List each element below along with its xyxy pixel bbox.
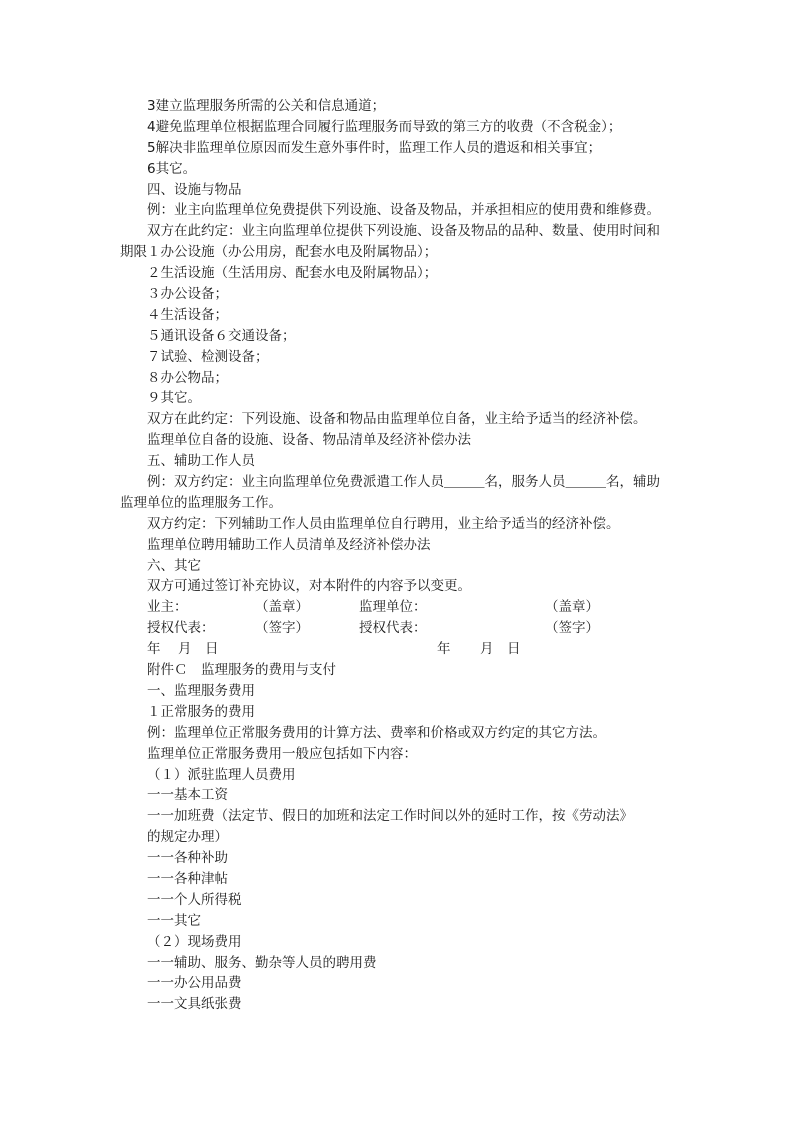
text-line: 监理单位聘用辅助工作人员清单及经济补偿办法 bbox=[147, 536, 431, 553]
document-body bbox=[120, 96, 680, 1015]
text-line: ３办公设备； bbox=[147, 286, 228, 303]
text-line: ７试验、检测设备； bbox=[147, 348, 269, 365]
text-line: 例：双方约定：业主向监理单位免费派遣工作人员＿＿＿名，服务人员＿＿＿名，辅助 bbox=[147, 474, 660, 491]
date-month: 月 bbox=[480, 641, 494, 658]
text-line: ９其它。 bbox=[147, 390, 201, 407]
signature-date-row bbox=[120, 639, 680, 660]
text-line: ４生活设备； bbox=[147, 306, 228, 323]
date-month: 月 bbox=[178, 641, 192, 658]
section-fee-items bbox=[120, 848, 680, 1015]
text-line: 一一其它 bbox=[147, 912, 201, 929]
date-day: 日 bbox=[507, 641, 521, 658]
section-facilities bbox=[120, 263, 680, 493]
text-line: １正常服务的费用 bbox=[147, 703, 255, 720]
text-line: 附件Ｃ 监理服务的费用与支付 bbox=[147, 662, 336, 679]
text-line: （１）派驻监理人员费用 bbox=[147, 766, 296, 783]
date-day: 日 bbox=[205, 641, 219, 658]
text-line: 监理单位的监理服务工作。 bbox=[120, 494, 282, 511]
text-line: 双方在此约定：业主向监理单位提供下列设施、设备及物品的品种、数量、使用时间和 bbox=[147, 223, 660, 240]
text-line: 一一基本工资 bbox=[147, 787, 228, 804]
text-line: 监理单位正常服务费用一般应包括如下内容： bbox=[147, 745, 417, 762]
text-line: 双方可通过签订补充协议，对本附件的内容予以变更。 bbox=[147, 578, 471, 595]
seal-label: （盖章） bbox=[545, 599, 599, 616]
text-line: 一一文具纸张费 bbox=[147, 996, 242, 1013]
text-line: 4避免监理单位根据监理合同履行监理服务而导致的第三方的收费（不含税金）； bbox=[147, 118, 622, 135]
text-line: 一一各种津帖 bbox=[147, 870, 228, 887]
text-line: 的规定办理） bbox=[147, 829, 228, 846]
text-line: ２生活设施（生活用房、配套水电及附属物品）； bbox=[147, 265, 438, 282]
date-year: 年 bbox=[437, 641, 451, 658]
text-line: 五、辅助工作人员 bbox=[147, 453, 255, 470]
text-line: 双方约定：下列辅助工作人员由监理单位自行聘用，业主给予适当的经济补偿。 bbox=[147, 515, 620, 532]
text-line: 监理单位自备的设施、设备、物品清单及经济补偿办法 bbox=[147, 432, 471, 449]
text-line: ５通讯设备６交通设备； bbox=[147, 327, 296, 344]
text-line: 双方在此约定：下列设施、设备和物品由监理单位自备，业主给予适当的经济补偿。 bbox=[147, 411, 647, 428]
date-year: 年 bbox=[147, 641, 161, 658]
signature-label: （签字） bbox=[545, 620, 599, 637]
section-appendix-c bbox=[120, 660, 680, 827]
representative-label: 授权代表： bbox=[147, 620, 215, 637]
text-line: ８办公物品； bbox=[147, 369, 228, 386]
section-services bbox=[120, 96, 680, 242]
text-line: 六、其它 bbox=[147, 557, 201, 574]
seal-label: （盖章） bbox=[255, 599, 309, 616]
text-line: 6其它。 bbox=[147, 160, 197, 177]
text-line: 一一办公用品费 bbox=[147, 975, 242, 992]
text-line: （２）现场费用 bbox=[147, 933, 242, 950]
signature-row-representative bbox=[120, 618, 680, 639]
text-line: 期限１办公设施（办公用房，配套水电及附属物品）； bbox=[120, 244, 438, 261]
text-line: 例：业主向监理单位免费提供下列设施、设备及物品，并承担相应的使用费和维修费。 bbox=[147, 202, 660, 219]
owner-label: 业主： bbox=[147, 599, 188, 616]
supervisor-label: 监理单位： bbox=[359, 599, 427, 616]
text-line: 四、设施与物品 bbox=[147, 181, 242, 198]
text-line: 一一个人所得税 bbox=[147, 891, 242, 908]
text-line: 一一加班费（法定节、假日的加班和法定工作时间以外的延时工作，按《劳动法》 bbox=[147, 808, 633, 825]
representative-label: 授权代表： bbox=[359, 620, 427, 637]
text-line: 一一各种补助 bbox=[147, 850, 228, 867]
section-other bbox=[120, 514, 680, 598]
text-line: 例：监理单位正常服务费用的计算方法、费率和价格或双方约定的其它方法。 bbox=[147, 724, 606, 741]
text-line: 一一辅助、服务、勤杂等人员的聘用费 bbox=[147, 954, 377, 971]
signature-label: （签字） bbox=[255, 620, 309, 637]
text-line: 5解决非监理单位原因而发生意外事件时，监理工作人员的遣返和相关事宜； bbox=[147, 139, 602, 156]
text-line: 3建立监理服务所需的公关和信息通道； bbox=[147, 98, 386, 114]
signature-row-owner bbox=[120, 597, 680, 618]
text-line: 一、监理服务费用 bbox=[147, 682, 255, 699]
